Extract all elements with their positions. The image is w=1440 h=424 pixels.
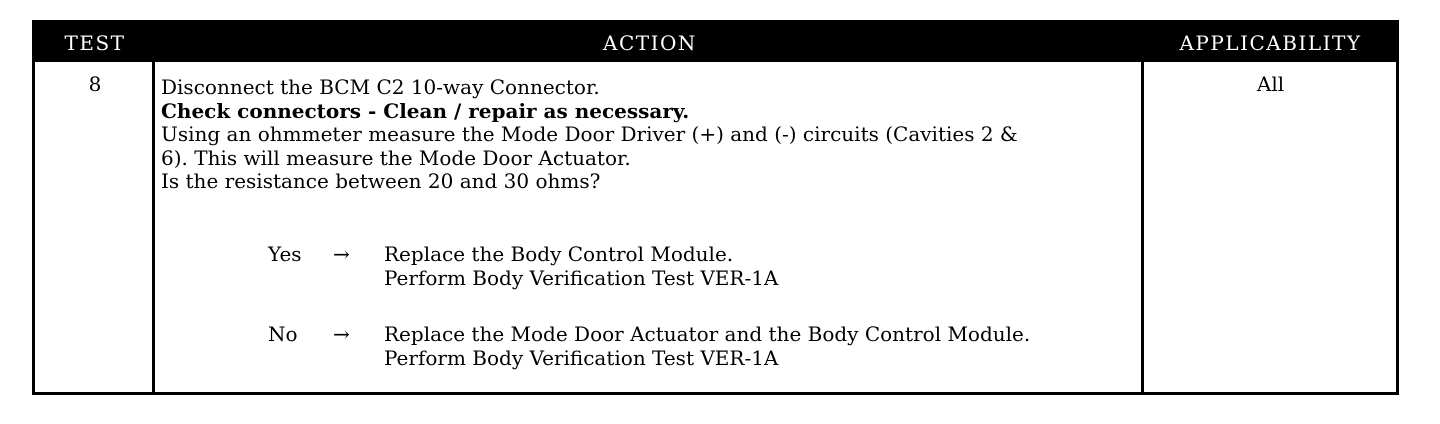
header-test: TEST xyxy=(64,31,126,55)
right-arrow-icon: → xyxy=(333,242,350,266)
header-action: ACTION xyxy=(603,31,697,55)
action-cell xyxy=(161,75,1136,370)
action-step-measure-cont: 6). This will measure the Mode Door Actuator. xyxy=(161,145,631,170)
table-header-row xyxy=(35,23,1396,62)
column-divider xyxy=(1141,62,1144,392)
action-question: Is the resistance between 20 and 30 ohms? xyxy=(161,169,601,193)
response-text xyxy=(384,323,1030,370)
action-step-measure: Using an ohmmeter measure the Mode Door Driver (+) and (-) circuits (Cavities 2 & xyxy=(161,122,1018,146)
applicability-value: All xyxy=(1256,72,1285,96)
header-applicability: APPLICABILITY xyxy=(1179,31,1362,55)
response-label: No xyxy=(268,322,298,346)
response-label: Yes xyxy=(268,242,302,266)
response-line: Replace the Mode Door Actuator and the Body Control Module. xyxy=(384,322,1031,346)
column-divider xyxy=(152,62,155,392)
response-line: Perform Body Verification Test VER-1A xyxy=(384,345,779,370)
test-number: 8 xyxy=(88,72,102,96)
diagnostic-table xyxy=(32,20,1399,395)
action-step-check-connectors: Check connectors - Clean / repair as necessary. xyxy=(161,98,690,123)
action-step-disconnect: Disconnect the BCM C2 10-way Connector. xyxy=(161,75,600,99)
response-line: Replace the Body Control Module. xyxy=(384,242,734,266)
response-text xyxy=(384,243,778,290)
response-line: Perform Body Verification Test VER-1A xyxy=(384,265,779,290)
right-arrow-icon: → xyxy=(333,322,350,346)
